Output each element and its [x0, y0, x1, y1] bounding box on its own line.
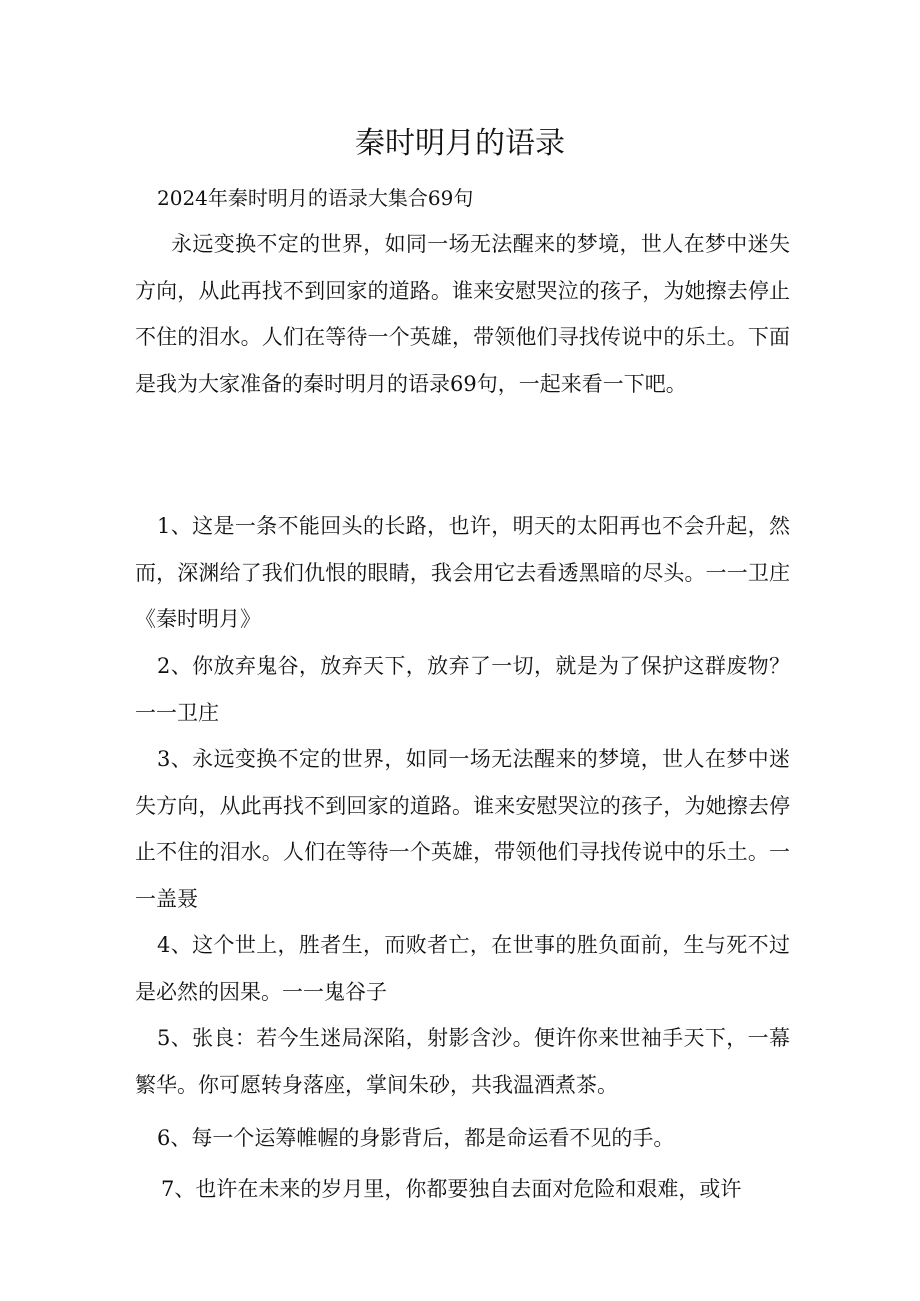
intro-paragraph: 永远变换不定的世界，如同一场无法醒来的梦境，世人在梦中迷失方向，从此再找不到回家的道路。谁来安慰哭泣的孩子，为她擦去停止不住的泪水。人们在等待一个英雄，带领他们寻找传说中的乐土。下面是我为大家准备的秦时明月的语录69句，一起来看一下吧。 — [135, 232, 790, 396]
document-subtitle: 2024年秦时明月的语录大集合69句 — [157, 186, 474, 210]
document-title: 秦时明月的语录 — [355, 126, 565, 161]
quote-item-4: 4、这个世上，胜者生，而败者亡，在世事的胜负面前，生与死不过是必然的因果。一一鬼谷子 — [135, 933, 790, 1004]
quote-item-5: 5、张良：若今生迷局深陷，射影含沙。便许你来世袖手天下，一幕繁华。你可愿转身落座，掌间朱砂，共我温酒煮茶。 — [135, 1026, 790, 1097]
quote-item-3: 3、永远变换不定的世界，如同一场无法醒来的梦境，世人在梦中迷失方向，从此再找不到回家的道路。谁来安慰哭泣的孩子，为她擦去停止不住的泪水。人们在等待一个英雄，带领他们寻找传说中的乐土。一一盖聂 — [135, 747, 790, 911]
quote-item-1: 1、这是一条不能回头的长路，也许，明天的太阳再也不会升起，然而，深渊给了我们仇恨的眼睛，我会用它去看透黑暗的尽头。一一卫庄《秦时明月》 — [135, 514, 790, 631]
quote-item-6: 6、每一个运筹帷幄的身影背后，都是命运看不见的手。 — [157, 1126, 675, 1150]
quote-item-2: 2、你放弃鬼谷，放弃天下，放弃了一切，就是为了保护这群废物？一一卫庄 — [135, 654, 790, 725]
quote-item-7: 7、也许在未来的岁月里，你都要独自去面对危险和艰难，或许 — [161, 1177, 742, 1201]
